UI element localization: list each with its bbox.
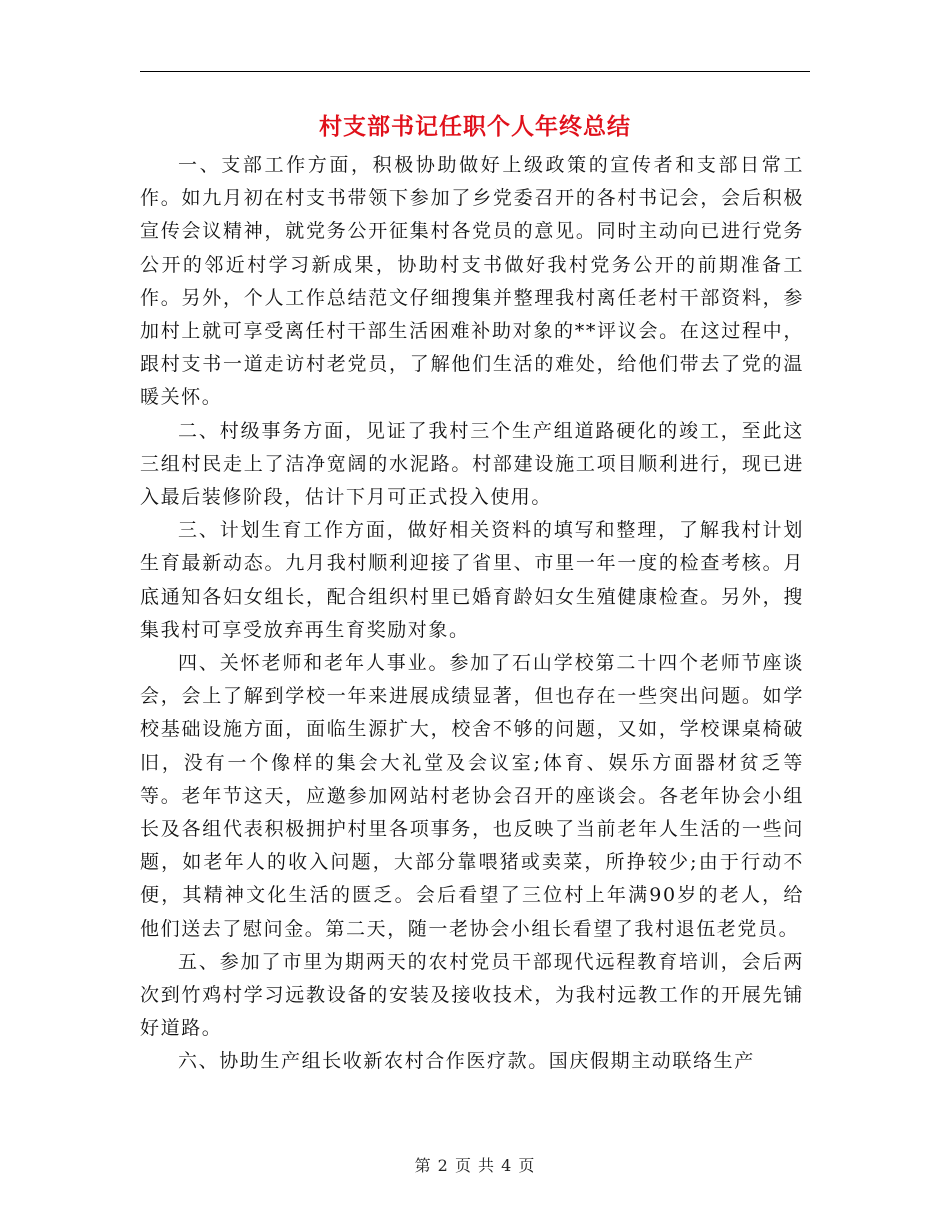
paragraph-remote-education-training: 五、参加了市里为期两天的农村党员干部现代远程教育培训，会后两次到竹鸡村学习远教设备的安装及接收技术，为我村远教工作的开展先铺好道路。 (140, 950, 804, 1040)
page-number-footer: 第 2 页 共 4 页 (414, 1156, 536, 1175)
header-rule (140, 71, 810, 72)
paragraph-party-branch-work: 一、支部工作方面，积极协助做好上级政策的宣传者和支部日常工作。如九月初在村支书带领下参加了乡党委召开的各村书记会，会后积极宣传会议精神，就党务公开征集村各党员的意见。同时主动向已进行党务公开的邻近村学习新成果，协助村支书做好我村党务公开的前期准备工作。另外，个人工作总结范文仔细搜集并整理我村离任老村干部资料，参加村上就可享受离任村干部生活困难补助对象的**评议会。在这过程中，跟村支书一道走访村老党员，了解他们生活的难处，给他们带去了党的温暖关怀。 (140, 154, 804, 409)
paragraph-teachers-elderly-care: 四、关怀老师和老年人事业。参加了石山学校第二十四个老师节座谈会，会上了解到学校一年来进展成绩显著，但也存在一些突出问题。如学校基础设施方面，面临生源扩大，校舍不够的问题，又如，学校课桌椅破旧，没有一个像样的集会大礼堂及会议室;体育、娱乐方面器材贫乏等等。老年节这天，应邀参加网站村老协会召开的座谈会。各老年协会小组长及各组代表积极拥护村里各项事务，也反映了当前老年人生活的一些问题，如老年人的收入问题，大部分靠喂猪或卖菜，所挣较少;由于行动不便，其精神文化生活的匮乏。会后看望了三位村上年满90岁的老人，给他们送去了慰问金。第二天，随一老协会小组长看望了我村退伍老党员。 (140, 652, 804, 940)
document-body (140, 149, 804, 1079)
paragraph-family-planning: 三、计划生育工作方面，做好相关资料的填写和整理，了解我村计划生育最新动态。九月我村顺利迎接了省里、市里一年一度的检查考核。月底通知各妇女组长，配合组织村里已婚育龄妇女生殖健康检查。另外，搜集我村可享受放弃再生育奖励对象。 (140, 519, 804, 641)
document-title: 村支部书记任职个人年终总结 (319, 113, 631, 140)
paragraph-village-affairs: 二、村级事务方面，见证了我村三个生产组道路硬化的竣工，至此这三组村民走上了洁净宽阔的水泥路。村部建设施工项目顺利进行，现已进入最后装修阶段，估计下月可正式投入使用。 (140, 419, 804, 509)
paragraph-cooperative-medical: 六、协助生产组长收新农村合作医疗款。国庆假期主动联络生产 (178, 1050, 755, 1073)
